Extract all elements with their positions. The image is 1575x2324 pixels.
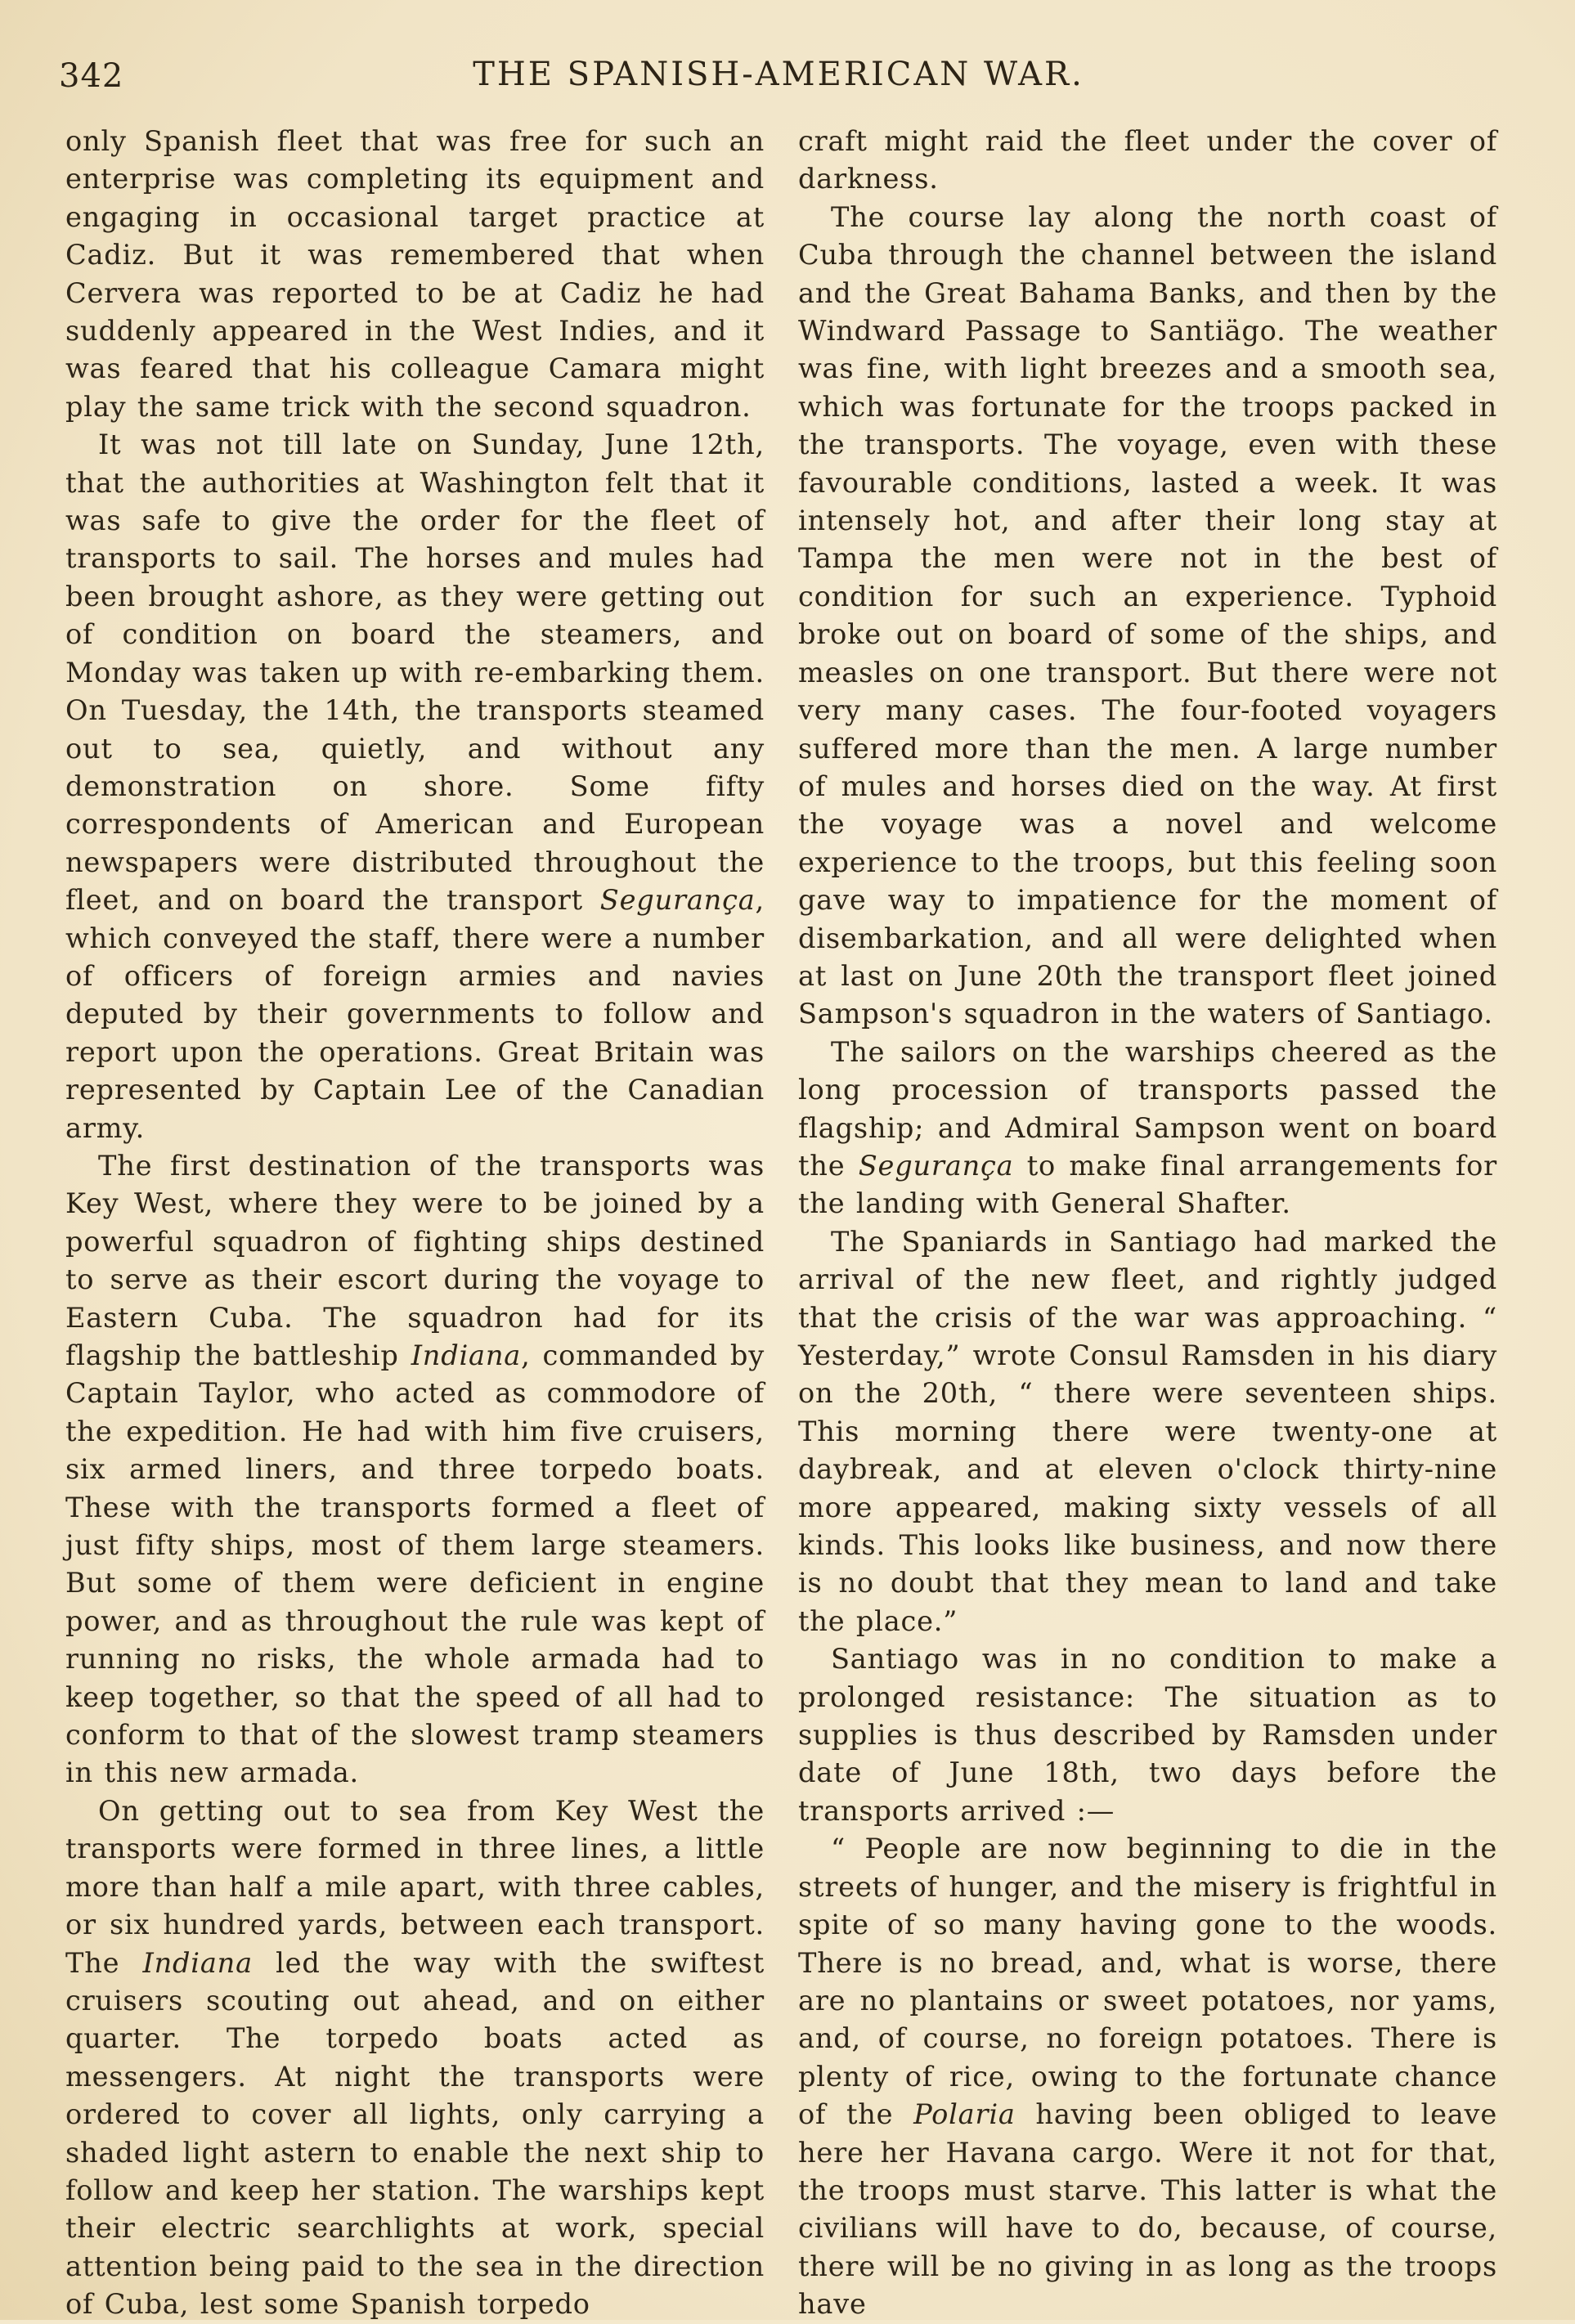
paragraph bbox=[798, 123, 1497, 199]
paragraph bbox=[798, 1223, 1497, 1640]
left-column bbox=[65, 123, 765, 2324]
page-number: 342 bbox=[59, 57, 124, 95]
paragraph-text: only Spanish fleet that was free for such an enterprise was completing its equipment and engaging in occasional target practice at Cadiz. But it was remembered that when Cervera was reported to be at Cadiz he had suddenly appeared in the West Indies, and it was feared that his colleague Camara might play the same trick with the second squadron. bbox=[65, 125, 765, 423]
ship-name: Segurança bbox=[858, 1149, 1014, 1182]
paragraph bbox=[65, 1147, 765, 1792]
paragraph-text: Santiago was in no condition to make a prolonged resistance: The situation as to supplies is thus described by Ramsden under date of June 18th, two days before the transports arrived :— bbox=[798, 1643, 1497, 1827]
running-title: THE SPANISH-AMERICAN WAR. bbox=[473, 56, 1084, 93]
paragraph-text: , which conveyed the staff, there were a number of officers of foreign armies and navies deputed by their governments to follow and report upon the operations. Great Britain was represented by Captain Lee of the Canadian army. bbox=[65, 884, 765, 1144]
paragraph-text: On getting out to sea from Key West the transports were formed in three lines, a little more than half a mile apart, with three cables, or six hundred yards, between each transport. The bbox=[65, 1794, 765, 1979]
paragraph-text: to make final arrangements for the landing with General Shafter. bbox=[798, 1149, 1497, 1220]
paragraph-text: craft might raid the fleet under the cover of darkness. bbox=[798, 125, 1497, 195]
paragraph-text: It was not till late on Sunday, June 12th, that the authorities at Washington felt that it was safe to give the order for the fleet of transports to sail. The horses and mules had been brought ashore, as they were getting out of condition on board the steamers, and Monday was taken up with re-embarking them. On Tuesday, the 14th, the transports steamed out to sea, quietly, and without any demonstration on shore. Some fifty correspondents of American and European newspapers were distributed throughout the fleet, and on board the transport bbox=[65, 428, 765, 917]
paragraph-text: The course lay along the north coast of Cuba through the channel between the island and the Great Bahama Banks, and then by the Windward Passage to Santiägo. The weather was fine, with light breezes and a smooth sea, which was fortunate for the troops packed in the transports. The voyage, even with these favourable conditions, lasted a week. It was intensely hot, and after their long stay at Tampa the men were not in the best of condition for such an experience. Typhoid broke out on board of some of the ships, and measles on one transport. But there were not very many cases. The four-footed voyagers suffered more than the men. A large number of mules and horses died on the way. At first the voyage was a novel and welcome experience to the troops, but this feeling soon gave way to impatience for the moment of disembarkation, and all were delighted when at last on June 20th the transport fleet joined Sampson's squadron in the waters of Santiago. bbox=[798, 200, 1497, 1030]
ship-name: Segurança bbox=[599, 884, 756, 917]
paragraph bbox=[798, 1034, 1497, 1223]
paragraph bbox=[798, 1640, 1497, 1830]
ship-name: Indiana bbox=[142, 1946, 253, 1979]
paragraph bbox=[65, 426, 765, 1147]
paragraph bbox=[65, 123, 765, 426]
paragraph bbox=[798, 1830, 1497, 2323]
ship-name: Indiana bbox=[411, 1339, 522, 1371]
paragraph-text: , commanded by Captain Taylor, who acted as commodore of the expedition. He had with him five cruisers, six armed liners, and three torpedo boats. These with the transports formed a fleet of just fifty ships, most of them large steamers. But some of them were deficient in engine power, and as throughout the rule was kept of running no risks, the whole armada had to keep together, so that the speed of all had to conform to that of the slowest tramp steamers in this new armada. bbox=[65, 1339, 765, 1789]
page-header bbox=[59, 51, 1498, 108]
paragraph-text: having been obliged to leave here her Havana cargo. Were it not for that, the troops must starve. This latter is what the civilians will have to do, because, of course, there will be no giving in as long as the troops have bbox=[798, 2098, 1497, 2321]
right-column bbox=[798, 123, 1497, 2324]
paragraph-text: The sailors on the warships cheered as the long procession of transports passed the flagship; and Admiral Sampson went on board the bbox=[798, 1035, 1497, 1182]
paragraph bbox=[798, 199, 1497, 1034]
paragraph-text: “ People are now beginning to die in the streets of hunger, and the misery is frightful in spite of so many having gone to the woods. There is no bread, and, what is worse, there are no plantains or sweet potatoes, nor yams, and, of course, no foreign potatoes. There is plenty of rice, owing to the fortunate chance of the bbox=[798, 1833, 1497, 2131]
paragraph-text: The Spaniards in Santiago had marked the arrival of the new fleet, and rightly judged that the crisis of the war was approaching. “ Yesterday,” wrote Consul Ramsden in his diary on the 20th, “ there were seventeen ships. This morning there were twenty-one at daybreak, and at eleven o'clock thirty-nine more appeared, making sixty vessels of all kinds. This looks like business, and now there is no doubt that they mean to land and take the place.” bbox=[798, 1225, 1497, 1637]
paragraph-text: led the way with the swiftest cruisers scouting out ahead, and on either quarter. The torpedo boats acted as messengers. At night the transports were ordered to cover all lights, only carrying a shaded light astern to enable the next ship to follow and keep her station. The warships kept their electric searchlights at work, special attention being paid to the sea in the direction of Cuba, lest some Spanish torpedo bbox=[65, 1946, 765, 2321]
paragraph-text: The first destination of the transports was Key West, where they were to be joined by a powerful squadron of fighting ships destined to serve as their escort during the voyage to Eastern Cuba. The squadron had for its flagship the battleship bbox=[65, 1149, 765, 1371]
ship-name: Polaria bbox=[913, 2098, 1016, 2131]
paragraph bbox=[65, 1792, 765, 2324]
